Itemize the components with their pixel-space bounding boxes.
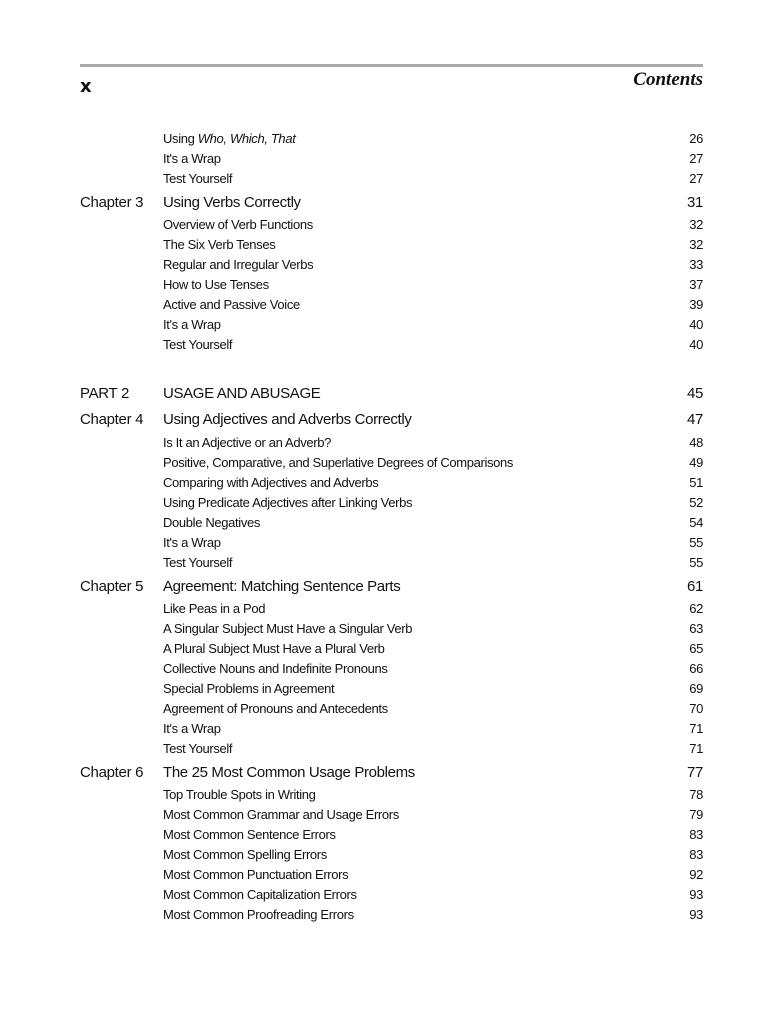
toc-page-number: 51 bbox=[689, 475, 703, 490]
header-rule bbox=[80, 64, 703, 67]
toc-page-number: 55 bbox=[689, 555, 703, 570]
toc-title bbox=[163, 887, 357, 902]
toc-title bbox=[163, 741, 232, 756]
toc-chapter-label: Chapter 3 bbox=[80, 194, 144, 211]
toc-title bbox=[163, 257, 313, 272]
toc-title bbox=[163, 787, 316, 802]
toc-page-number: 83 bbox=[689, 847, 703, 862]
toc-entry-row bbox=[0, 453, 783, 473]
toc-title-text: It's a Wrap bbox=[163, 535, 221, 550]
toc-title bbox=[163, 621, 412, 636]
running-head: Contents bbox=[633, 69, 703, 90]
toc-entry-row bbox=[0, 619, 783, 639]
toc-title bbox=[163, 171, 232, 186]
toc-entry-row bbox=[0, 533, 783, 553]
toc-title-text: Active and Passive Voice bbox=[163, 297, 300, 312]
toc-entry-row bbox=[0, 845, 783, 865]
toc-title-text: Using Predicate Adjectives after Linking Verbs bbox=[163, 495, 413, 510]
toc-page-number: 79 bbox=[689, 807, 703, 822]
toc-title-text: Like Peas in a Pod bbox=[163, 601, 266, 616]
toc-page-number: 61 bbox=[687, 578, 703, 595]
toc-title bbox=[163, 237, 275, 252]
toc-title-text: Top Trouble Spots in Writing bbox=[163, 787, 316, 802]
toc-title-text: Most Common Proofreading Errors bbox=[163, 907, 354, 922]
toc-title bbox=[163, 701, 388, 716]
toc-title bbox=[163, 764, 415, 781]
toc-title bbox=[163, 131, 295, 146]
toc-page-number: 92 bbox=[689, 867, 703, 882]
toc-title-text: Regular and Irregular Verbs bbox=[163, 257, 314, 272]
toc-entry-row bbox=[0, 553, 783, 573]
toc-title-text: Most Common Grammar and Usage Errors bbox=[163, 807, 399, 822]
toc-entry-row bbox=[0, 805, 783, 825]
toc-title-text: Double Negatives bbox=[163, 515, 261, 530]
toc-page-number: 45 bbox=[687, 385, 703, 402]
toc-page-number: 93 bbox=[689, 907, 703, 922]
toc-title-text: Special Problems in Agreement bbox=[163, 681, 335, 696]
toc-title bbox=[163, 337, 232, 352]
toc-entry-row bbox=[0, 255, 783, 275]
toc-entry-row bbox=[0, 699, 783, 719]
toc-title bbox=[163, 217, 313, 232]
toc-title-text: Most Common Punctuation Errors bbox=[163, 867, 349, 882]
toc-page-number: 55 bbox=[689, 535, 703, 550]
toc-title bbox=[163, 297, 300, 312]
toc-page-number: 27 bbox=[689, 151, 703, 166]
toc-entry-row bbox=[0, 493, 783, 513]
toc-page-number: 48 bbox=[689, 435, 703, 450]
toc-page-number: 40 bbox=[689, 317, 703, 332]
toc-heading-row bbox=[0, 385, 783, 405]
toc-title-text: Overview of Verb Functions bbox=[163, 217, 313, 232]
toc-title bbox=[163, 681, 334, 696]
toc-title-text: It's a Wrap bbox=[163, 317, 221, 332]
toc-chapter-label: Chapter 5 bbox=[80, 578, 144, 595]
toc-page-number: 49 bbox=[689, 455, 703, 470]
toc-page-number: 63 bbox=[689, 621, 703, 636]
toc-title-italic: Who, Which, That bbox=[197, 131, 296, 146]
toc-page-number: 32 bbox=[689, 237, 703, 252]
toc-entry-row bbox=[0, 679, 783, 699]
toc-page-number: 26 bbox=[689, 131, 703, 146]
toc-title bbox=[163, 721, 221, 736]
toc-title-text: How to Use Tenses bbox=[163, 277, 269, 292]
toc-page-number: 71 bbox=[689, 721, 703, 736]
toc-page-number: 37 bbox=[689, 277, 703, 292]
toc-title-text: Positive, Comparative, and Superlative Degrees of Comparisons bbox=[163, 455, 514, 470]
toc-title-text: The Six Verb Tenses bbox=[163, 237, 276, 252]
toc-title bbox=[163, 151, 221, 166]
toc-entry-row bbox=[0, 433, 783, 453]
toc-page-number: 62 bbox=[689, 601, 703, 616]
toc-page-number: 40 bbox=[689, 337, 703, 352]
toc-entry-row bbox=[0, 295, 783, 315]
toc-title bbox=[163, 495, 412, 510]
toc-title-text: Collective Nouns and Indefinite Pronouns bbox=[163, 661, 388, 676]
toc-page-number: 83 bbox=[689, 827, 703, 842]
toc-page-number: 66 bbox=[689, 661, 703, 676]
toc-page-number: 78 bbox=[689, 787, 703, 802]
toc-title bbox=[163, 475, 378, 490]
toc-heading-row bbox=[0, 764, 783, 784]
toc-page-number: 52 bbox=[689, 495, 703, 510]
toc-title-text: Agreement: Matching Sentence Parts bbox=[163, 578, 401, 595]
toc-page-number: 47 bbox=[687, 411, 703, 428]
toc-chapter-label: PART 2 bbox=[80, 385, 130, 402]
toc-title bbox=[163, 277, 269, 292]
toc-entry-row bbox=[0, 335, 783, 355]
toc-title bbox=[163, 807, 399, 822]
toc-title bbox=[163, 317, 221, 332]
toc-page-number: 70 bbox=[689, 701, 703, 716]
toc-page-number: 31 bbox=[687, 194, 703, 211]
toc-entry-row bbox=[0, 215, 783, 235]
toc-title bbox=[163, 867, 348, 882]
toc-title bbox=[163, 515, 260, 530]
toc-page-number: 54 bbox=[689, 515, 703, 530]
toc-page-number: 93 bbox=[689, 887, 703, 902]
toc-entry-row bbox=[0, 905, 783, 925]
page-number: x bbox=[80, 76, 92, 97]
toc-entry-row bbox=[0, 659, 783, 679]
toc-chapter-label: Chapter 4 bbox=[80, 411, 144, 428]
toc-page-number: 71 bbox=[689, 741, 703, 756]
toc-title bbox=[163, 385, 320, 402]
toc-heading-row bbox=[0, 411, 783, 431]
toc-entry-row bbox=[0, 169, 783, 189]
toc-title-text: Most Common Sentence Errors bbox=[163, 827, 336, 842]
toc-title-text: A Plural Subject Must Have a Plural Verb bbox=[163, 641, 385, 656]
toc-title bbox=[163, 535, 221, 550]
toc-entry-row bbox=[0, 885, 783, 905]
toc-title bbox=[163, 847, 327, 862]
toc-heading-row bbox=[0, 194, 783, 214]
toc-entry-row bbox=[0, 275, 783, 295]
toc-title bbox=[163, 827, 336, 842]
toc-entry-row bbox=[0, 865, 783, 885]
toc-title bbox=[163, 555, 232, 570]
toc-title-text: It's a Wrap bbox=[163, 721, 221, 736]
toc-entry-row bbox=[0, 149, 783, 169]
toc-entry-row bbox=[0, 129, 783, 149]
toc-title-text: Most Common Spelling Errors bbox=[163, 847, 327, 862]
toc-title-text: Comparing with Adjectives and Adverbs bbox=[163, 475, 379, 490]
toc-entry-row bbox=[0, 315, 783, 335]
toc-title bbox=[163, 661, 387, 676]
toc-page-number: 65 bbox=[689, 641, 703, 656]
toc-page-number: 33 bbox=[689, 257, 703, 272]
toc-entry-row bbox=[0, 513, 783, 533]
toc-title bbox=[163, 194, 301, 211]
toc-title-text: USAGE AND ABUSAGE bbox=[163, 385, 321, 402]
toc-title-text: Test Yourself bbox=[163, 337, 233, 352]
toc-page-number: 39 bbox=[689, 297, 703, 312]
toc-title bbox=[163, 411, 412, 428]
toc-title bbox=[163, 641, 385, 656]
toc-chapter-label: Chapter 6 bbox=[80, 764, 144, 781]
toc-entry-row bbox=[0, 235, 783, 255]
toc-title bbox=[163, 578, 400, 595]
toc-title-text: Using Verbs Correctly bbox=[163, 194, 301, 211]
toc-entry-row bbox=[0, 473, 783, 493]
toc-title-text: Using bbox=[163, 131, 198, 146]
toc-heading-row bbox=[0, 578, 783, 598]
toc-title-text: Test Yourself bbox=[163, 171, 233, 186]
toc-page-number: 32 bbox=[689, 217, 703, 232]
toc-title bbox=[163, 601, 265, 616]
toc-title-text: Is It an Adjective or an Adverb? bbox=[163, 435, 332, 450]
toc-entry-row bbox=[0, 719, 783, 739]
toc-title-text: Agreement of Pronouns and Antecedents bbox=[163, 701, 388, 716]
toc-title bbox=[163, 435, 331, 450]
toc-title-text: A Singular Subject Must Have a Singular Verb bbox=[163, 621, 413, 636]
toc-page-number: 27 bbox=[689, 171, 703, 186]
toc-title-text: Test Yourself bbox=[163, 555, 233, 570]
toc-title bbox=[163, 907, 354, 922]
toc-title-text: Using Adjectives and Adverbs Correctly bbox=[163, 411, 412, 428]
toc-entry-row bbox=[0, 739, 783, 759]
toc-title-text: Test Yourself bbox=[163, 741, 233, 756]
toc-title-text: It's a Wrap bbox=[163, 151, 221, 166]
toc-page-number: 69 bbox=[689, 681, 703, 696]
toc-entry-row bbox=[0, 825, 783, 845]
toc-entry-row bbox=[0, 599, 783, 619]
toc-title-text: Most Common Capitalization Errors bbox=[163, 887, 357, 902]
toc-title bbox=[163, 455, 513, 470]
toc-entry-row bbox=[0, 639, 783, 659]
toc-title-text: The 25 Most Common Usage Problems bbox=[163, 764, 415, 781]
toc-page-number: 77 bbox=[687, 764, 703, 781]
toc-entry-row bbox=[0, 785, 783, 805]
